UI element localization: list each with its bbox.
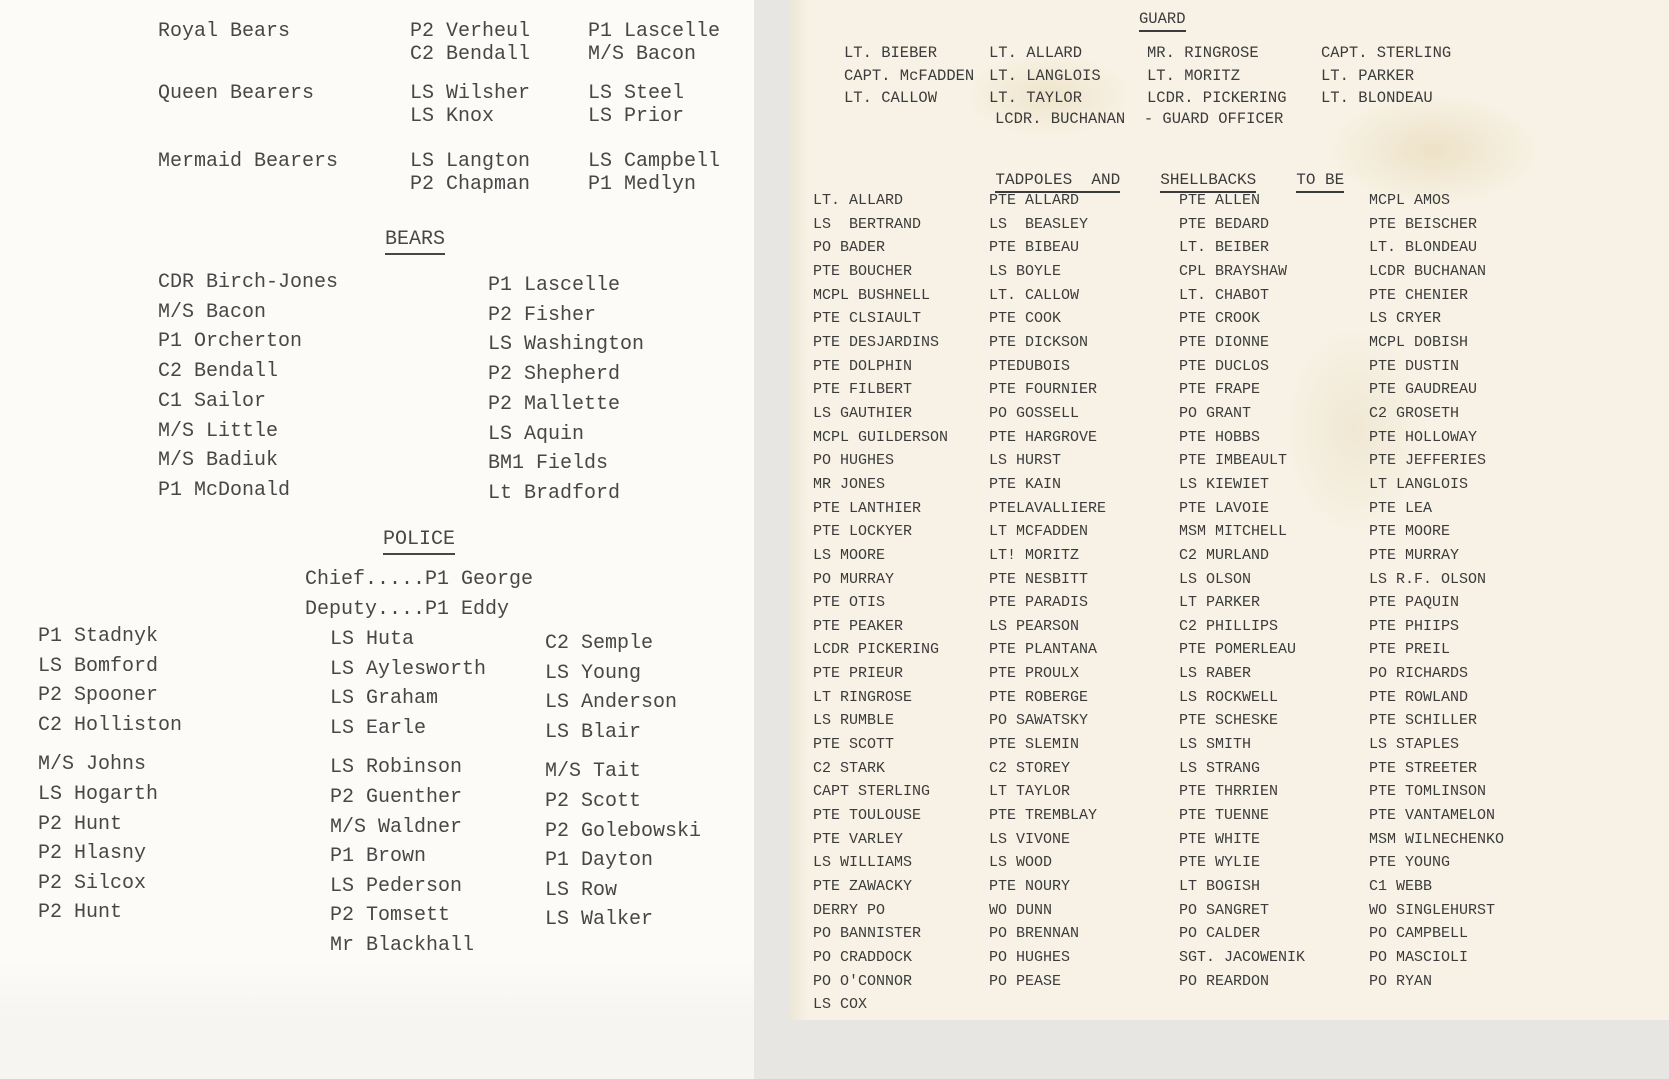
list-item: P2 Golebowski <box>545 819 702 843</box>
list-item: PTE SCOTT <box>813 736 895 754</box>
list-item: SGT. JACOWENIK <box>1179 949 1306 966</box>
list-item: LT. CALLOW <box>989 286 1080 304</box>
list-item: PO CALDER <box>1179 925 1261 943</box>
list-item: M/S Little <box>158 419 279 443</box>
section-title-guard: GUARD <box>1139 10 1186 32</box>
list-item: LS RUMBLE <box>813 712 895 730</box>
list-item: PTE DUCLOS <box>1179 357 1270 375</box>
list-item: C2 GROSETH <box>1369 404 1460 422</box>
list-item: LT BOGISH <box>1179 878 1261 896</box>
list-item: PTE DIONNE <box>1179 333 1270 351</box>
list-item: PTE BIBEAU <box>989 239 1080 257</box>
list-item: LT. ALLARD <box>813 192 904 209</box>
list-item: PTE KAIN <box>989 475 1062 493</box>
list-item: LT RINGROSE <box>813 688 913 706</box>
list-item: LS STAPLES <box>1369 736 1460 754</box>
list-item: M/S Johns <box>38 753 147 777</box>
list-item: PTE DOLPHIN <box>813 357 913 375</box>
list-item: C2 STOREY <box>989 759 1071 777</box>
list-item: P2 Spooner <box>38 684 159 708</box>
list-item: P2 Tomsett <box>330 904 451 928</box>
list-item: PO RYAN <box>1369 972 1433 990</box>
list-item: C2 Bendall <box>410 43 531 66</box>
list-item: LT. BLONDEAU <box>1369 239 1478 257</box>
list-item: LS Prior <box>588 105 685 128</box>
list-item: LS Langton <box>410 150 531 173</box>
list-item: LS BERTRAND <box>813 215 922 233</box>
list-item: P2 Guenther <box>330 785 463 809</box>
list-item: LT. BIEBER <box>844 44 938 62</box>
list-item: PTE OTIS <box>813 594 886 612</box>
list-item: P2 Hunt <box>38 812 123 836</box>
list-item: PTE TOULOUSE <box>813 807 922 825</box>
list-item: PTE NESBITT <box>989 570 1089 588</box>
section-title-bears: BEARS <box>385 228 445 255</box>
list-item: LS ROCKWELL <box>1179 688 1279 706</box>
list-item: LT. ALLARD <box>989 44 1083 62</box>
list-item: PTE LANTHIER <box>813 499 922 517</box>
guard-column-2 <box>989 42 1101 110</box>
list-item: PTE PEAKER <box>813 617 904 635</box>
list-item: PTE TREMBLAY <box>989 807 1098 825</box>
list-item: MSM MITCHELL <box>1179 523 1288 541</box>
list-item: PTE LEA <box>1369 499 1433 517</box>
list-item: PTE IMBEAULT <box>1179 452 1288 470</box>
bears-column-1 <box>158 268 338 506</box>
list-item: LT. CALLOW <box>844 89 938 107</box>
list-item: PTE NOURY <box>989 878 1071 896</box>
queen-bearers-col-b <box>588 82 766 128</box>
list-item: P2 Hunt <box>38 901 123 925</box>
list-item: PTE GAUDREAU <box>1369 381 1478 399</box>
royal-bears-group <box>158 20 766 66</box>
list-item: PO CRADDOCK <box>813 949 913 966</box>
guard-officer-line: LCDR. BUCHANAN - GUARD OFFICER <box>995 110 1284 128</box>
list-item: LS Pederson <box>330 874 463 898</box>
list-item: LCDR. PICKERING <box>1147 89 1287 107</box>
list-item: WO DUNN <box>989 901 1053 919</box>
list-item: C2 Bendall <box>158 360 279 384</box>
list-item: LT! MORITZ <box>989 546 1080 564</box>
list-item: PTE CHENIER <box>1369 286 1469 304</box>
list-item: PO BANNISTER <box>813 925 922 943</box>
list-item: P2 Hlasny <box>38 842 147 866</box>
list-item: PTE COOK <box>989 310 1062 328</box>
list-item: LS Aylesworth <box>330 657 487 681</box>
list-item: LS Robinson <box>330 756 463 780</box>
list-item: PO MURRAY <box>813 570 895 588</box>
list-item: WO SINGLEHURST <box>1369 901 1496 919</box>
list-item: PTE DESJARDINS <box>813 333 940 351</box>
list-item: LS COX <box>813 996 868 1014</box>
list-item: PO RICHARDS <box>1369 665 1469 683</box>
list-item: P1 Medlyn <box>588 173 697 196</box>
list-item: LS Young <box>545 661 642 685</box>
list-item: LT. LANGLOIS <box>989 66 1101 85</box>
tadpoles-column-4 <box>1369 189 1504 993</box>
list-item: LS Washington <box>488 333 645 357</box>
list-item: PTE HOLLOWAY <box>1369 428 1478 446</box>
list-item: BM1 Fields <box>488 452 609 476</box>
left-page-scan <box>0 0 754 1079</box>
list-item: LS STRANG <box>1179 759 1261 777</box>
list-item: LS Graham <box>330 687 439 711</box>
list-item: PTE POMERLEAU <box>1179 641 1297 659</box>
list-item: PTE PHIIPS <box>1369 617 1460 635</box>
mermaid-bearers-col-b <box>588 150 766 196</box>
list-item: PTE ROWLAND <box>1369 688 1469 706</box>
list-item: PTE WHITE <box>1179 830 1261 848</box>
list-item: CAPT. McFADDEN <box>844 66 975 85</box>
list-item: DERRY PO <box>813 901 886 919</box>
list-item: C1 Sailor <box>158 389 267 413</box>
list-item: PTE CROOK <box>1179 310 1261 328</box>
list-item: PO HUGHES <box>813 452 895 470</box>
list-item: P1 Lascelle <box>488 274 621 297</box>
mermaid-bearers-col-a <box>410 150 588 196</box>
list-item: PTE PROULX <box>989 665 1080 683</box>
list-item: P1 Brown <box>330 845 427 869</box>
list-item: PTE WYLIE <box>1179 854 1261 872</box>
list-item: PTE SLEMIN <box>989 736 1080 754</box>
list-item: PTE STREETER <box>1369 759 1478 777</box>
list-item: PTE PAQUIN <box>1369 594 1460 612</box>
right-page-scan <box>789 0 1669 1020</box>
group-label: Royal Bears <box>158 20 291 43</box>
guard-column-3 <box>1147 42 1287 110</box>
list-item: CPL BRAYSHAW <box>1179 262 1288 280</box>
list-item: PO SAWATSKY <box>989 712 1089 730</box>
list-item: C2 MURLAND <box>1179 546 1270 564</box>
guard-column-4 <box>1321 42 1451 110</box>
list-item: MCPL BUSHNELL <box>813 286 931 304</box>
list-item: LS WOOD <box>989 854 1053 872</box>
list-item: LS Wilsher <box>410 82 531 105</box>
list-item: PTE SCHILLER <box>1369 712 1478 730</box>
list-item: CAPT STERLING <box>813 783 931 801</box>
list-item: P1 Stadnyk <box>38 625 159 648</box>
police-column-1 <box>38 622 182 928</box>
list-item: PO GRANT <box>1179 404 1252 422</box>
list-item: LS Knox <box>410 105 495 128</box>
list-item: MCPL DOBISH <box>1369 333 1469 351</box>
list-item: LS GAUTHIER <box>813 404 913 422</box>
list-item: PTE BEDARD <box>1179 215 1270 233</box>
list-item: LS R.F. OLSON <box>1369 570 1487 588</box>
list-item: LS CRYER <box>1369 310 1442 328</box>
list-item: P2 Mallette <box>488 392 621 416</box>
list-item: PO BRENNAN <box>989 925 1080 943</box>
list-item: LS WILLIAMS <box>813 854 913 872</box>
list-item: PTE BEISCHER <box>1369 215 1478 233</box>
list-item: LS PEARSON <box>989 617 1080 635</box>
list-item: PO CAMPBELL <box>1369 925 1469 943</box>
section-title-police: POLICE <box>383 528 455 555</box>
list-item: P2 Silcox <box>38 871 147 895</box>
list-item: M/S Bacon <box>588 43 697 66</box>
list-item: C2 Semple <box>545 632 654 655</box>
list-item: P1 Dayton <box>545 849 654 873</box>
tadpoles-column-2 <box>989 189 1106 993</box>
group-label: Queen Bearers <box>158 82 315 105</box>
list-item: P1 Lascelle <box>588 20 721 43</box>
list-item: Mr Blackhall <box>330 933 475 957</box>
police-column-2 <box>330 625 486 961</box>
tadpoles-header-part3: TO BE <box>1296 171 1344 193</box>
list-item: P2 Scott <box>545 789 642 813</box>
list-item: PTE PARADIS <box>989 594 1089 612</box>
queen-bearers-col-a <box>410 82 588 128</box>
list-item: LT PARKER <box>1179 594 1261 612</box>
police-deputy-line: Deputy....P1 Eddy <box>305 598 510 621</box>
list-item: PO GOSSELL <box>989 404 1080 422</box>
list-item: LS Bomford <box>38 654 159 678</box>
list-item: MR. RINGROSE <box>1147 44 1259 62</box>
list-item: LS Earle <box>330 716 427 740</box>
list-item: PTE LOCKYER <box>813 523 913 541</box>
list-item: PTE ALLARD <box>989 192 1080 209</box>
list-item: LS BEASLEY <box>989 215 1089 233</box>
list-item: Lt Bradford <box>488 481 621 505</box>
list-item: LCDR BUCHANAN <box>1369 262 1487 280</box>
list-item: PTE YOUNG <box>1369 854 1451 872</box>
guard-column-1 <box>844 42 974 110</box>
list-item: LT. CHABOT <box>1179 286 1270 304</box>
list-item: PO HUGHES <box>989 949 1071 966</box>
list-item: LS BOYLE <box>989 262 1062 280</box>
list-item: PTE ALLEN <box>1179 192 1261 209</box>
list-item: LS Walker <box>545 908 654 932</box>
bears-column-2 <box>488 271 644 509</box>
list-item: LS Anderson <box>545 691 678 715</box>
list-item: C2 Holliston <box>38 713 183 737</box>
list-item: LT. PARKER <box>1321 66 1415 85</box>
list-item: M/S Bacon <box>158 300 267 324</box>
list-item: CAPT. STERLING <box>1321 44 1452 62</box>
list-item: LS Huta <box>330 628 415 651</box>
list-item: MSM WILNECHENKO <box>1369 830 1505 848</box>
list-item: M/S Waldner <box>330 815 463 839</box>
list-item: PTE TUENNE <box>1179 807 1270 825</box>
list-item: P2 Fisher <box>488 303 597 327</box>
list-item: LS Aquin <box>488 422 585 446</box>
list-item: C2 STARK <box>813 759 886 777</box>
list-item: PTE FILBERT <box>813 381 913 399</box>
list-item: PTE PRIEUR <box>813 665 904 683</box>
queen-bearers-group <box>158 82 766 128</box>
list-item: LS Campbell <box>588 150 721 173</box>
list-item: P1 McDonald <box>158 478 291 502</box>
list-item: LS OLSON <box>1179 570 1252 588</box>
list-item: PTE DICKSON <box>989 333 1089 351</box>
list-item: PTE PREIL <box>1369 641 1451 659</box>
list-item: LS Blair <box>545 720 642 744</box>
list-item: PO SANGRET <box>1179 901 1270 919</box>
list-item: P2 Chapman <box>410 173 531 196</box>
list-item: PTE MURRAY <box>1369 546 1460 564</box>
list-item: LS RABER <box>1179 665 1252 683</box>
list-item: LS Hogarth <box>38 782 159 806</box>
list-item: LT. MORITZ <box>1147 66 1241 85</box>
tadpoles-header-part2: SHELLBACKS <box>1160 171 1256 193</box>
list-item: LT. BLONDEAU <box>1321 89 1433 107</box>
list-item: LT LANGLOIS <box>1369 475 1469 493</box>
list-item: PTE SCHESKE <box>1179 712 1279 730</box>
list-item: C2 PHILLIPS <box>1179 617 1279 635</box>
list-item: LS SMITH <box>1179 736 1252 754</box>
list-item: LS Steel <box>588 82 685 105</box>
tadpoles-column-1 <box>813 189 948 1017</box>
list-item: MR JONES <box>813 475 886 493</box>
list-item: PTE VANTAMELON <box>1369 807 1496 825</box>
list-item: PTE JEFFERIES <box>1369 452 1487 470</box>
list-item: PTE ROBERGE <box>989 688 1089 706</box>
list-item: PTE MOORE <box>1369 523 1451 541</box>
list-item: LT MCFADDEN <box>989 523 1089 541</box>
list-item: LT. TAYLOR <box>989 89 1083 107</box>
list-item: PO BADER <box>813 239 886 257</box>
group-label: Mermaid Bearers <box>158 150 339 173</box>
list-item: PTEDUBOIS <box>989 357 1071 375</box>
tadpoles-column-3 <box>1179 189 1305 993</box>
list-item: PO REARDON <box>1179 972 1270 990</box>
list-item: LS HURST <box>989 452 1062 470</box>
list-item: PO O'CONNOR <box>813 972 913 990</box>
list-item: LS MOORE <box>813 546 886 564</box>
list-item: M/S Tait <box>545 760 642 784</box>
list-item: LS Row <box>545 878 618 902</box>
list-item: P1 Orcherton <box>158 330 303 354</box>
list-item: LT. BEIBER <box>1179 239 1270 257</box>
list-item: M/S Badiuk <box>158 449 279 473</box>
royal-bears-col-a <box>410 20 588 66</box>
list-item: PTE THRRIEN <box>1179 783 1279 801</box>
list-item: PTE HARGROVE <box>989 428 1098 446</box>
list-item: PTE TOMLINSON <box>1369 783 1487 801</box>
royal-bears-col-b <box>588 20 766 66</box>
list-item: PTE ZAWACKY <box>813 878 913 896</box>
list-item: P2 Shepherd <box>488 363 621 387</box>
list-item: PTE PLANTANA <box>989 641 1098 659</box>
list-item: PTE CLSIAULT <box>813 310 922 328</box>
list-item: LCDR PICKERING <box>813 641 940 659</box>
list-item: P2 Verheul <box>410 20 531 43</box>
police-chief-line: Chief.....P1 George <box>305 568 534 591</box>
list-item: LS KIEWIET <box>1179 475 1270 493</box>
list-item: PO PEASE <box>989 972 1062 990</box>
list-item: LS VIVONE <box>989 830 1071 848</box>
list-item: PTE HOBBS <box>1179 428 1261 446</box>
mermaid-bearers-group <box>158 150 766 196</box>
list-item: PTE DUSTIN <box>1369 357 1460 375</box>
list-item: PTE VARLEY <box>813 830 904 848</box>
list-item: PTELAVALLIERE <box>989 499 1107 517</box>
list-item: PTE BOUCHER <box>813 262 913 280</box>
list-item: MCPL GUILDERSON <box>813 428 949 446</box>
tadpoles-header-part1: TADPOLES AND <box>995 171 1120 193</box>
list-item: PTE FRAPE <box>1179 381 1261 399</box>
list-item: LT TAYLOR <box>989 783 1071 801</box>
list-item: PO MASCIOLI <box>1369 949 1469 966</box>
list-item: PTE LAVOIE <box>1179 499 1270 517</box>
police-column-3 <box>545 629 701 935</box>
list-item: C1 WEBB <box>1369 878 1433 896</box>
list-item: CDR Birch-Jones <box>158 271 339 294</box>
list-item: MCPL AMOS <box>1369 192 1451 209</box>
list-item: PTE FOURNIER <box>989 381 1098 399</box>
